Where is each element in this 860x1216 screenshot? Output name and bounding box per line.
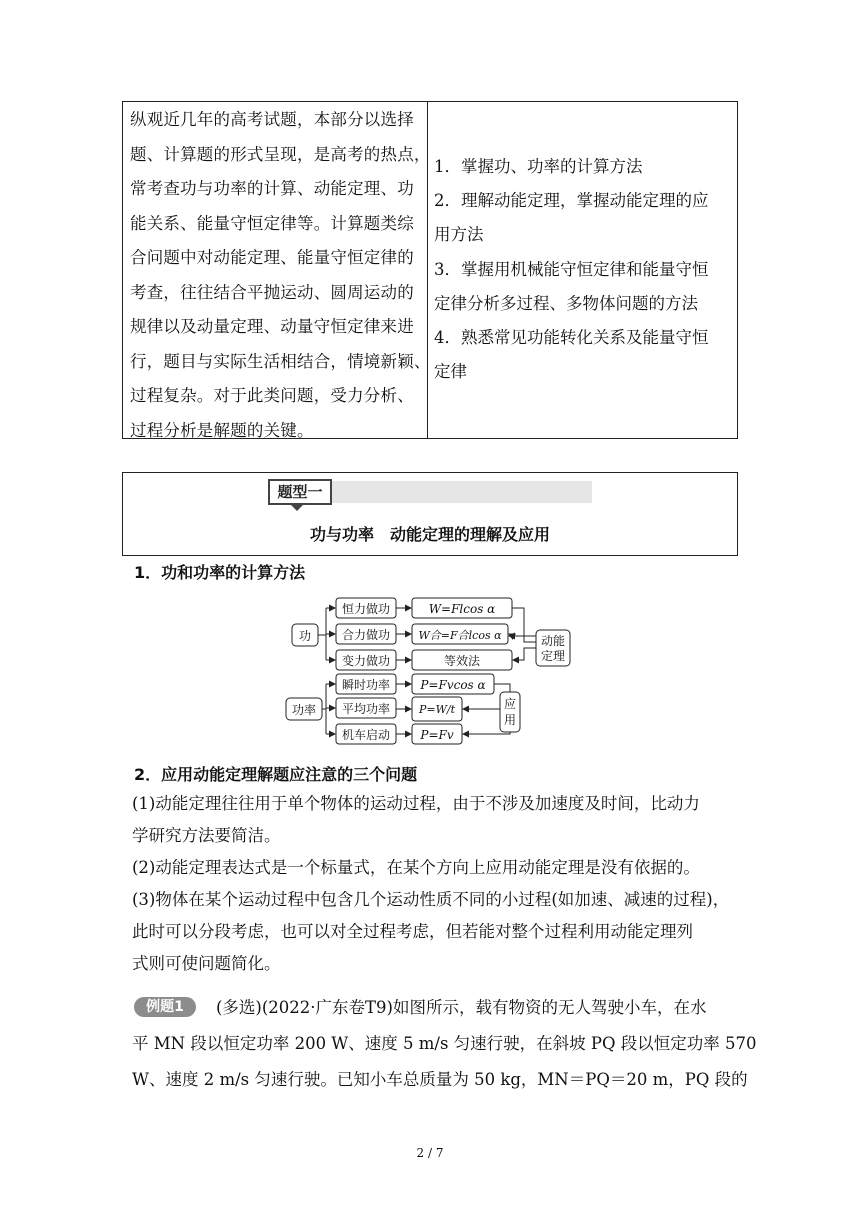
goal-line: 定律分析多过程、多物体问题的方法 <box>434 293 698 313</box>
section-1-heading: 1．功和功率的计算方法 <box>134 563 306 582</box>
example-text: 平 MN 段以恒定功率 200 W、速度 5 m/s 匀速行驶，在斜坡 PQ 段以恒定功率 570 <box>132 1034 757 1053</box>
intro-left-line: 纵观近几年的高考试题，本部分以选择 <box>130 110 414 129</box>
formula-variable: 等效法 <box>443 654 481 668</box>
work-power-diagram <box>280 592 580 748</box>
goal-line: 2．理解动能定理，掌握动能定理的应 <box>434 191 709 211</box>
goal-line: 1．掌握功、功率的计算方法 <box>434 157 643 176</box>
goal-line: 定律 <box>434 362 467 382</box>
intro-left-line: 常考查功与功率的计算、动能定理、功 <box>130 179 414 198</box>
page-number: 2 / 7 <box>416 1146 444 1160</box>
section-2-line: 此时可以分段考虑，也可以对全过程考虑，但若能对整个过程利用动能定理列 <box>132 922 693 941</box>
intro-right-cell <box>434 150 734 389</box>
constant-force-label: 恒力做功 <box>341 602 391 616</box>
formula-constant: W=Flcos α <box>428 602 496 616</box>
section-2-line: (3)物体在某个运动过程中包含几个运动性质不同的小过程(如加速、减速的过程)， <box>132 890 730 909</box>
intro-left-line: 考查，往往结合平抛运动、圆周运动的 <box>130 282 414 302</box>
example-line-1 <box>216 992 746 1024</box>
ke-theorem-label-1: 动能 <box>540 634 566 648</box>
topic-tag-pointer-icon <box>290 504 304 511</box>
formula-resultant: W合=F合lcos α <box>418 629 502 642</box>
formula-average: P=W/t <box>418 703 456 716</box>
goal-line: 4．熟悉常见功能转化关系及能量守恒 <box>434 328 709 348</box>
apply-label-2: 用 <box>503 713 517 727</box>
formula-instant: P=Fvcos α <box>420 678 486 692</box>
resultant-force-label: 合力做功 <box>341 628 391 642</box>
average-power-label: 平均功率 <box>341 702 391 716</box>
topic-tag: 题型一 <box>268 479 332 505</box>
section-2-line: (2)动能定理表达式是一个标量式，在某个方向上应用动能定理是没有依据的。 <box>132 858 700 877</box>
section-2-body <box>132 788 742 980</box>
formula-engine: P=Fv <box>420 728 454 742</box>
intro-left-line: 题、计算题的形式呈现，是高考的热点， <box>130 144 431 164</box>
intro-left-line: 规律以及动量定理、动量守恒定律来进 <box>130 317 414 336</box>
instant-power-label: 瞬时功率 <box>341 678 391 692</box>
power-label: 功率 <box>291 703 317 717</box>
intro-left-cell <box>130 103 431 448</box>
intro-left-line: 合问题中对动能定理、能量守恒定律的 <box>130 248 414 267</box>
example-badge: 例题1 <box>134 997 196 1017</box>
goal-line: 3．掌握用机械能守恒定律和能量守恒 <box>434 259 709 279</box>
topic-tag-bar <box>332 481 592 503</box>
intro-left-line: 能关系、能量守恒定律等。计算题类综 <box>130 213 414 233</box>
example-text: W、速度 2 m/s 匀速行驶。已知小车总质量为 50 kg，MN＝PQ＝20 m，PQ 段的 <box>132 1070 748 1089</box>
topic-title: 功与功率 动能定理的理解及应用 <box>309 525 550 544</box>
variable-force-label: 变力做功 <box>341 654 391 668</box>
intro-left-line: 过程复杂。对于此类问题，受力分析、 <box>130 386 414 405</box>
work-label: 功 <box>298 629 312 643</box>
engine-start-label: 机车启动 <box>341 728 391 742</box>
section-2-line: 式则可使问题简化。 <box>132 954 281 973</box>
example-text: (多选)(2022·广东卷T9)如图所示，载有物资的无人驾驶小车，在水 <box>216 998 707 1017</box>
ke-theorem-label-2: 定理 <box>540 649 566 663</box>
intro-left-line: 行，题目与实际生活相结合，情境新颖、 <box>130 351 431 371</box>
example-line-2-3 <box>132 1028 757 1096</box>
intro-left-line: 过程分析是解题的关键。 <box>130 420 314 440</box>
section-2-line: (1)动能定理往往用于单个物体的运动过程，由于不涉及加速度及时间，比动力 <box>132 794 700 813</box>
apply-label-1: 应 <box>503 697 517 711</box>
section-2-heading: 2．应用动能定理解题应注意的三个问题 <box>134 765 418 784</box>
goal-line: 用方法 <box>434 225 484 245</box>
section-2-line: 学研究方法要简洁。 <box>132 826 281 845</box>
